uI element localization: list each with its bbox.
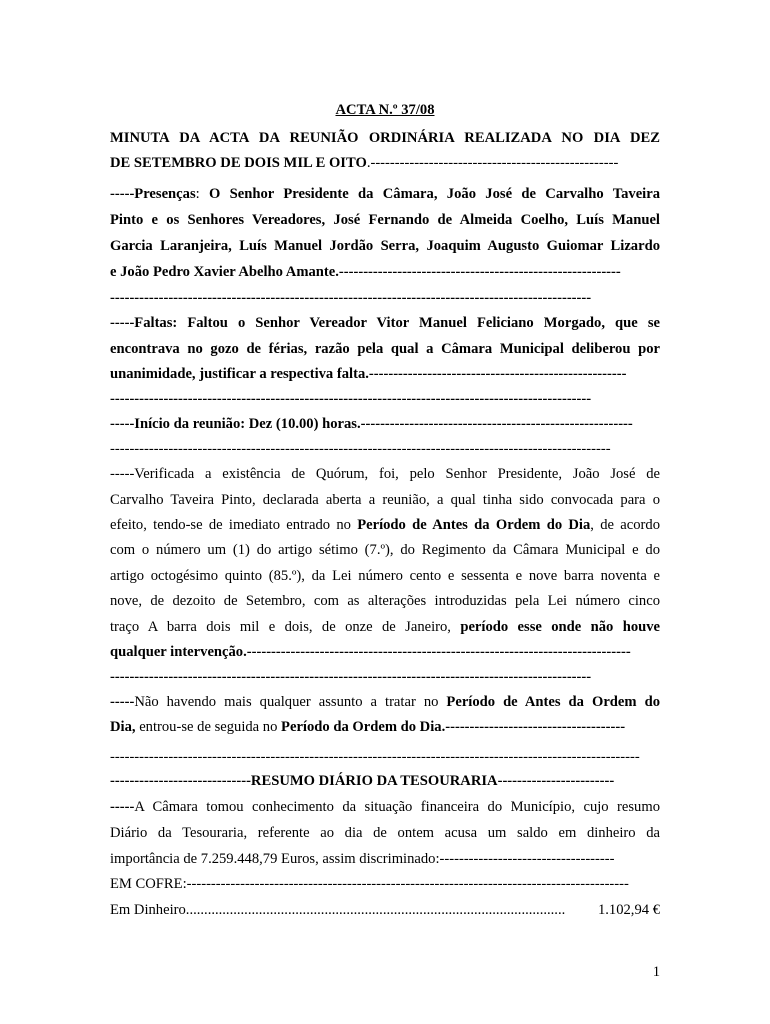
nao-havendo-line-2-c: Período da Ordem do Dia.: [281, 719, 446, 735]
verificada-line-8: qualquer intervenção.-------------------------------------------------------------------------------: [110, 644, 631, 660]
verificada-line-3-a: efeito, tendo-se de imediato entrado no: [110, 517, 358, 533]
resumo-line-3: importância de 7.259.448,79 Euros, assim discriminado:------------------------------------: [110, 851, 615, 867]
inicio-line-2: -------------------------------------------------------------------------------------------------------: [110, 441, 611, 457]
verificada-line-7-b: período esse onde não houve: [460, 619, 660, 635]
presencas-line-3: Garcia Laranjeira, Luís Manuel Jordão Serra, Joaquim Augusto Guiomar Lizardo: [110, 238, 660, 254]
faltas-line-3: unanimidade, justificar a respectiva falta.-----------------------------------------------------: [110, 366, 627, 382]
presencas-line-2: Pinto e os Senhores Vereadores, José Fernando de Almeida Coelho, Luís Manuel: [110, 212, 660, 228]
heading-line-1: MINUTA DA ACTA DA REUNIÃO ORDINÁRIA REALIZADA NO DIA DEZ: [110, 130, 660, 146]
nao-havendo-line-3: -------------------------------------------------------------------------------------------------------------: [110, 749, 640, 765]
nao-havendo-line-2-b: entrou-se de seguida no: [135, 719, 282, 735]
nao-havendo-line-2-d: -------------------------------------: [445, 719, 626, 735]
presencas-label: -----Presenças: [110, 186, 196, 202]
verificada-line-5: artigo octogésimo quinto (85.º), da Lei número cento e sessenta e nove barra noventa e: [110, 568, 660, 584]
heading-line-2-fill: .---------------------------------------------------: [366, 155, 619, 171]
verificada-line-3-c: , de acordo: [590, 517, 660, 533]
verificada-line-9: ---------------------------------------------------------------------------------------------------: [110, 669, 592, 685]
verificada-line-2: Carvalho Taveira Pinto, declarada aberta a reunião, a qual tinha sido convocada para o: [110, 492, 660, 508]
heading-line-2: [110, 153, 660, 173]
resumo-header: -----------------------------RESUMO DIÁRIO DA TESOURARIA------------------------: [110, 773, 615, 789]
presencas-line-5: ---------------------------------------------------------------------------------------------------: [110, 290, 592, 306]
em-dinheiro-dots: ........................................................................................................: [185, 902, 566, 918]
nao-havendo-line-2-a: Dia,: [110, 719, 136, 735]
presencas-colon: :: [195, 186, 200, 202]
verificada-line-1: -----Verificada a existência de Quórum, foi, pelo Senhor Presidente, João José de: [110, 466, 660, 482]
resumo-line-2: Diário da Tesouraria, referente ao dia de ontem acusa um saldo em dinheiro da: [110, 825, 660, 841]
resumo-line-5: [110, 900, 660, 920]
verificada-line-7: [110, 617, 660, 637]
verificada-line-7-a: traço A barra dois mil e dois, de onze de Janeiro,: [110, 619, 461, 635]
verificada-line-3-b: Período de Antes da Ordem do Dia: [357, 517, 591, 533]
document-title: ACTA N.º 37/08: [335, 102, 435, 118]
faltas-line-1: -----Faltas: Faltou o Senhor Vereador Vitor Manuel Feliciano Morgado, que se: [110, 315, 660, 331]
em-dinheiro-value: 1.102,94 €: [597, 902, 660, 918]
resumo-line-4: EM COFRE:-------------------------------------------------------------------------------------------: [110, 876, 629, 892]
presencas-line-1-rest: O Senhor Presidente da Câmara, João José de Carvalho Taveira: [199, 186, 660, 202]
resumo-line-1-a: -----: [110, 799, 135, 815]
resumo-line-1-b: A Câmara tomou conhecimento da situação financeira do Município, cujo resumo: [134, 799, 660, 815]
inicio-line-1: -----Início da reunião: Dez (10.00) horas.--------------------------------------------------------: [110, 416, 633, 432]
em-dinheiro-label: Em Dinheiro: [110, 902, 186, 918]
verificada-line-6: nove, de dezoito de Setembro, com as alterações introduzidas pela Lei número cinco: [110, 593, 660, 609]
presencas-line-4: e João Pedro Xavier Abelho Amante.----------------------------------------------------------: [110, 264, 621, 280]
verificada-line-4: com o número um (1) do artigo sétimo (7.º), do Regimento da Câmara Municipal e do: [110, 542, 660, 558]
faltas-line-2: encontrava no gozo de férias, razão pela qual a Câmara Municipal deliberou por: [110, 341, 660, 357]
verificada-line-3: [110, 515, 660, 535]
resumo-line-1: [110, 797, 660, 817]
nao-havendo-line-1-a: -----: [110, 694, 135, 710]
faltas-line-4: ---------------------------------------------------------------------------------------------------: [110, 391, 592, 407]
presencas-line-1: [110, 184, 660, 204]
nao-havendo-line-1: [110, 692, 660, 712]
nao-havendo-line-1-b: Não havendo mais qualquer assunto a tratar no: [134, 694, 447, 710]
nao-havendo-line-2: [110, 717, 660, 737]
heading-line-2-text: DE SETEMBRO DE DOIS MIL E OITO: [110, 155, 367, 171]
nao-havendo-line-1-c: Período de Antes da Ordem do: [446, 694, 660, 710]
page-number: 1: [652, 964, 660, 980]
